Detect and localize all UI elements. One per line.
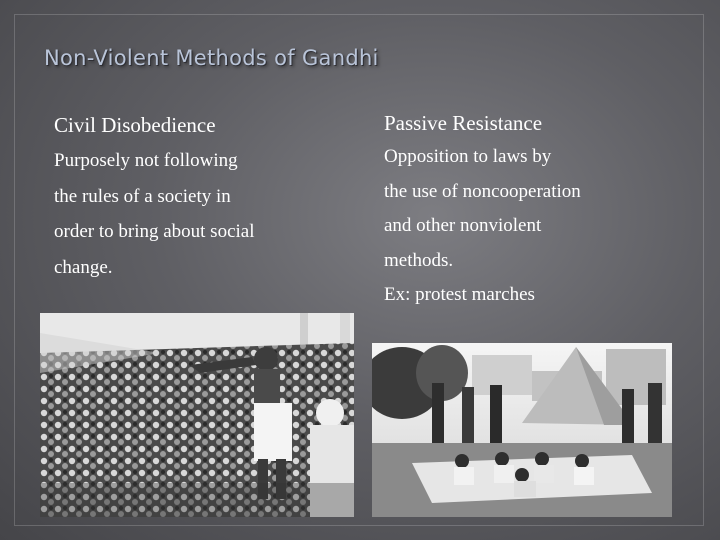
left-body-line: order to bring about social (54, 221, 255, 242)
left-heading: Civil Disobedience (54, 113, 216, 137)
right-body-line: the use of noncooperation (384, 180, 581, 202)
right-heading: Passive Resistance (384, 111, 543, 135)
right-body-line: Opposition to laws by (384, 146, 552, 167)
left-body-text (54, 143, 255, 285)
right-body-line: and other nonviolent (384, 215, 542, 236)
right-body-line: methods. (384, 249, 454, 271)
tent-sit-in-photo (372, 343, 672, 517)
left-body-line: the rules of a society in (54, 185, 231, 207)
right-body-text (384, 140, 581, 313)
left-body-line: Purposely not following (54, 150, 238, 171)
slide-title: Non-Violent Methods of Gandhi (44, 46, 379, 70)
crowd-speech-photo (40, 313, 354, 517)
right-body-line: Ex: protest marches (384, 284, 535, 305)
left-body-line: change. (54, 256, 113, 278)
